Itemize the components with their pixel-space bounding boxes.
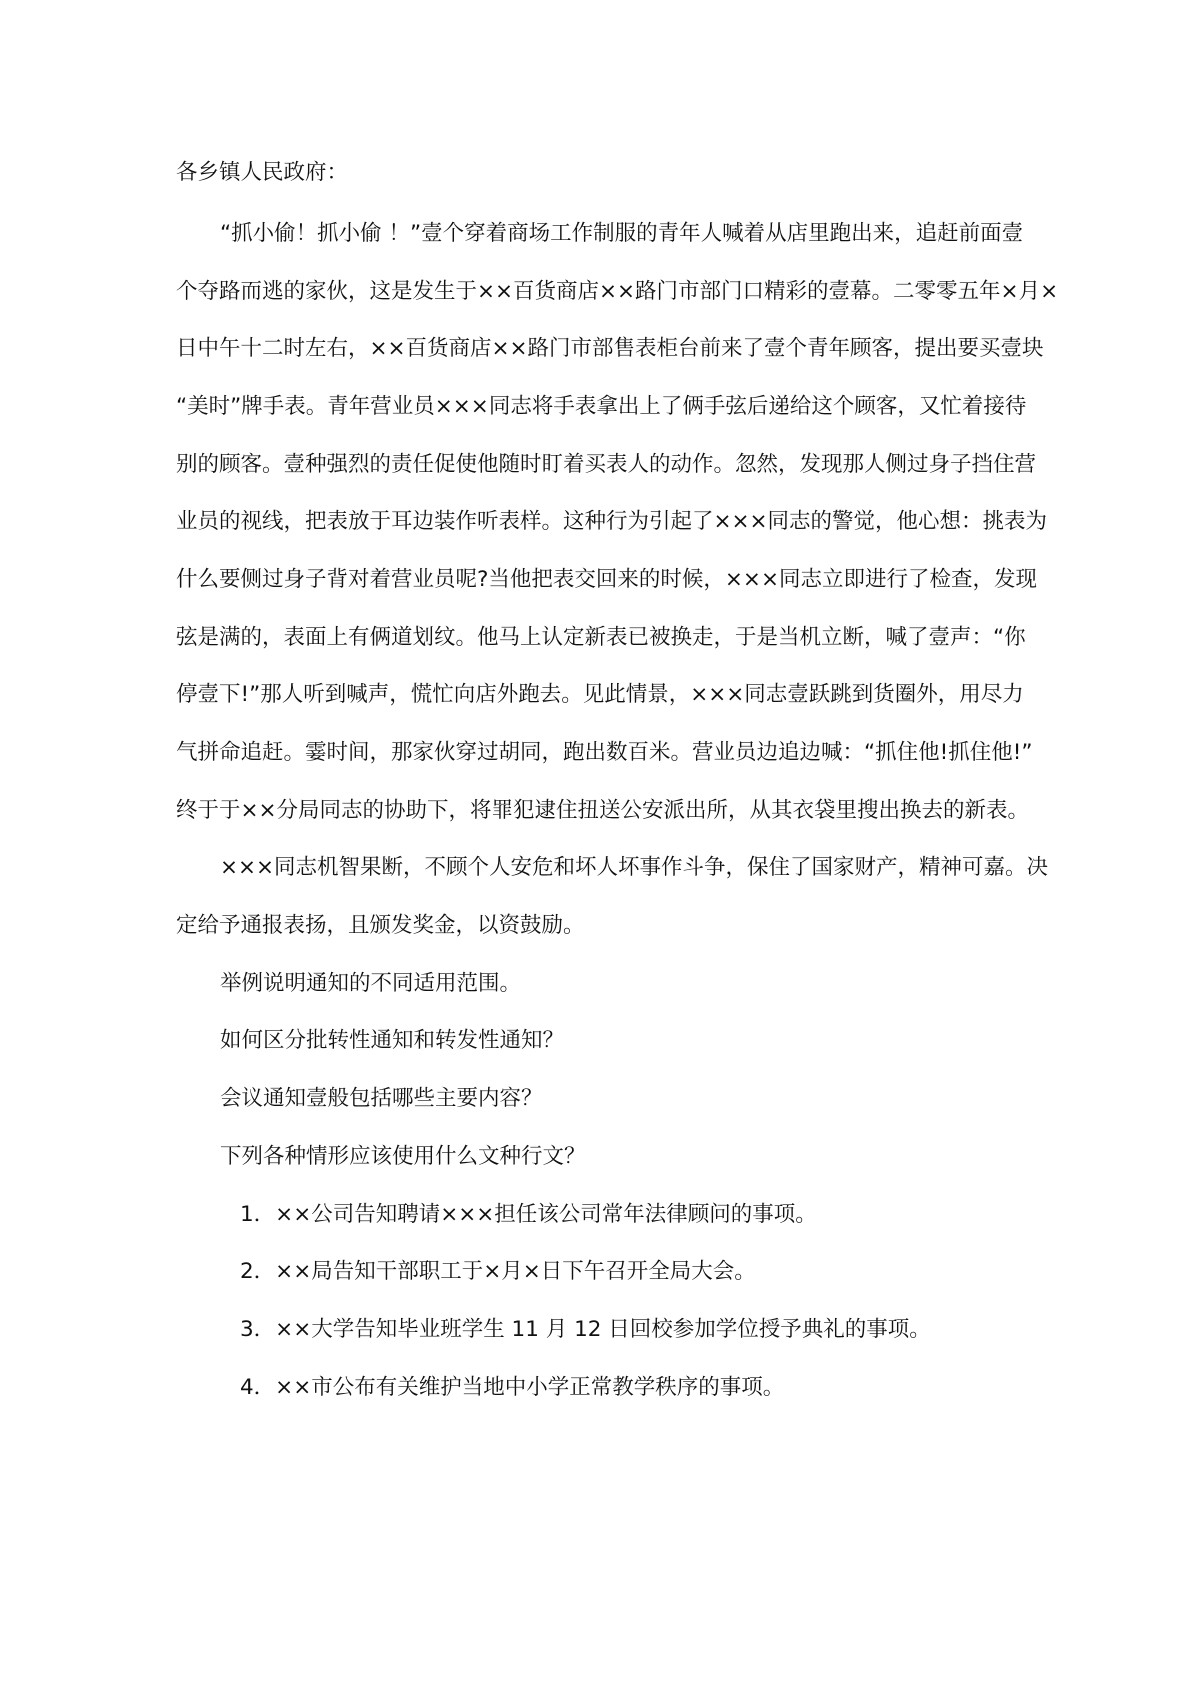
case-1: 1．××公司告知聘请×××担任该公司常年法律顾问的事项。 (240, 1202, 817, 1227)
salutation: 各乡镇人民政府： (176, 160, 349, 185)
story-line-6: 业员的视线，把表放于耳边装作听表样。这种行为引起了×××同志的警觉，他心想：挑表为 (176, 509, 1048, 534)
story-line-9: 停壹下!”那人听到喊声，慌忙向店外跑去。见此情景，×××同志壹跃跳到货圈外，用尽力 (176, 682, 1024, 707)
story-line-3: 日中午十二时左右，××百货商店××路门市部售表柜台前来了壹个青年顾客，提出要买壹块 (176, 336, 1044, 361)
story-line-2: 个夺路而逃的家伙，这是发生于××百货商店××路门市部门口精彩的壹幕。二零零五年×月× (176, 279, 1059, 304)
case-3: 3．××大学告知毕业班学生 11 月 12 日回校参加学位授予典礼的事项。 (240, 1317, 931, 1342)
story-line-5: 别的顾客。壹种强烈的责任促使他随时盯着买表人的动作。忽然，发现那人侧过身子挡住营 (176, 452, 1037, 477)
story-line-1: “抓小偷！抓小偷 ！”壹个穿着商场工作制服的青年人喊着从店里跑出来，追赶前面壹 (220, 221, 1024, 246)
story-line-10: 气拼命追赶。霎时间，那家伙穿过胡同，跑出数百米。营业员边追边喊：“抓住他!抓住他!” (176, 740, 1033, 765)
story-line-11: 终于于××分局同志的协助下，将罪犯逮住扭送公安派出所，从其衣袋里搜出换去的新表。 (176, 798, 1030, 823)
question-1: 举例说明通知的不同适用范围。 (220, 971, 522, 996)
decision-line-2: 定给予通报表扬，且颁发奖金，以资鼓励。 (176, 913, 585, 938)
question-2: 如何区分批转性通知和转发性通知？ (220, 1028, 565, 1053)
question-3: 会议通知壹般包括哪些主要内容？ (220, 1086, 543, 1111)
story-line-4: “美时”牌手表。青年营业员×××同志将手表拿出上了俩手弦后递给这个顾客，又忙着接待 (176, 394, 1027, 419)
story-line-8: 弦是满的，表面上有俩道划纹。他马上认定新表已被换走，于是当机立断，喊了壹声：“你 (176, 625, 1026, 650)
story-line-7: 什么要侧过身子背对着营业员呢?当他把表交回来的时候，×××同志立即进行了检查，发现 (176, 567, 1037, 592)
case-4: 4．××市公布有关维护当地中小学正常教学秩序的事项。 (240, 1375, 785, 1400)
question-4: 下列各种情形应该使用什么文种行文？ (220, 1144, 586, 1169)
decision-line-1: ×××同志机智果断，不顾个人安危和坏人坏事作斗争，保住了国家财产，精神可嘉。决 (220, 855, 1049, 880)
case-2: 2．××局告知干部职工于×月×日下午召开全局大会。 (240, 1259, 756, 1284)
